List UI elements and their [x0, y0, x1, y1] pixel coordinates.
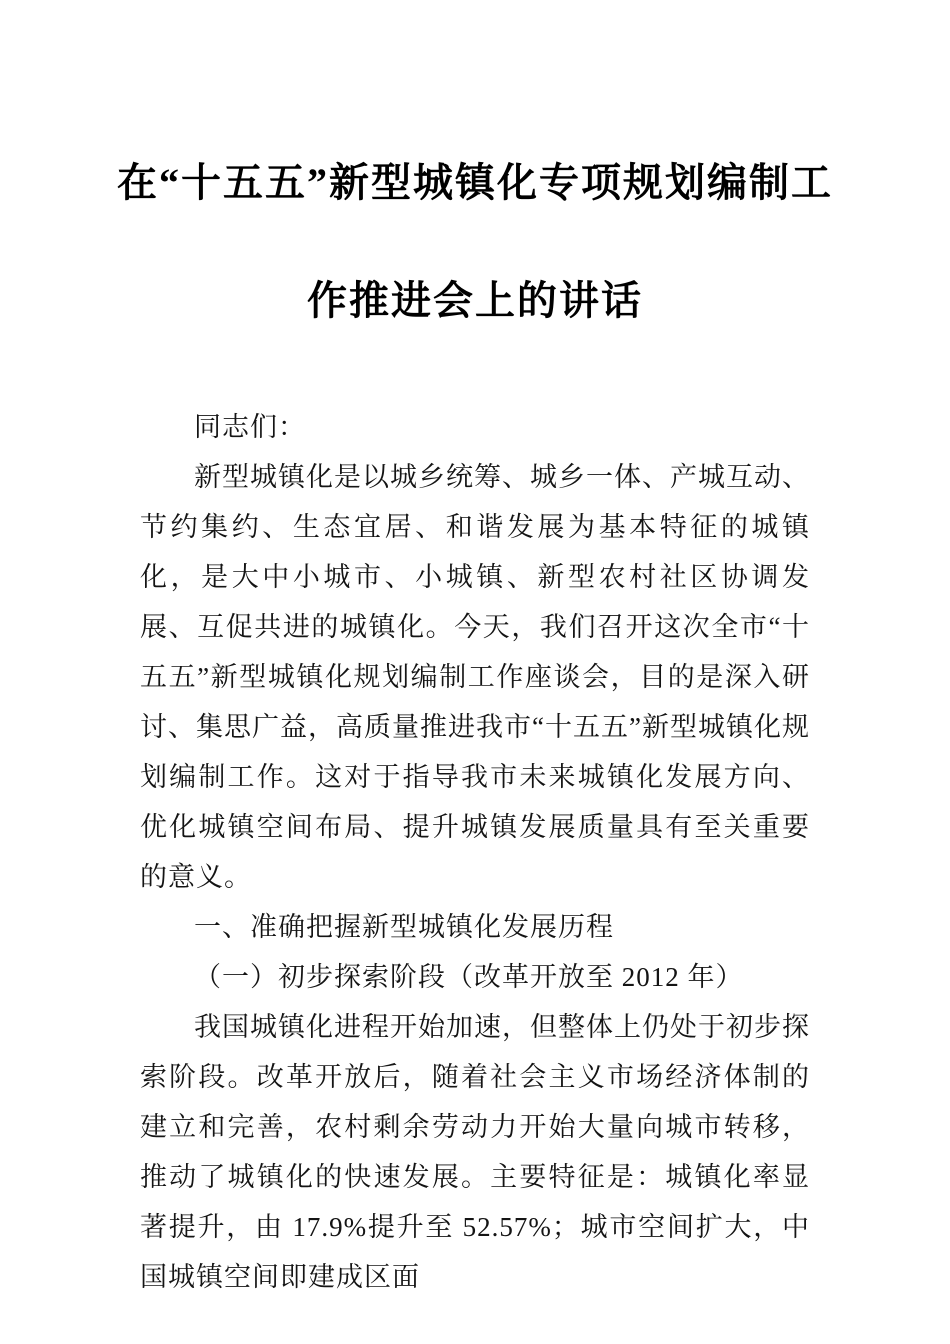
document-title-line-2: 作推进会上的讲话	[307, 278, 643, 323]
document-title-line-1: 在“十五五”新型城镇化专项规划编制工	[117, 160, 833, 205]
paragraph-introduction: 新型城镇化是以城乡统筹、城乡一体、产城互动、节约集约、生态宜居、和谐发展为基本特征的城镇化，是大中小城市、小城镇、新型农村社区协调发展、互促共进的城镇化。今天，我们召开这次全市“十五五”新型城镇化规划编制工作座谈会，目的是深入研讨、集思广益，高质量推进我市“十五五”新型城镇化规划编制工作。这对于指导我市未来城镇化发展方向、优化城镇空间布局、提升城镇发展质量具有至关重要的意义。	[140, 462, 810, 892]
paragraph-salutation: 同志们：	[194, 412, 306, 442]
document-body	[140, 402, 810, 1302]
heading-subsection-1-1: （一）初步探索阶段（改革开放至 2012 年）	[194, 962, 744, 992]
paragraph-stage-1-description: 我国城镇化进程开始加速，但整体上仍处于初步探索阶段。改革开放后，随着社会主义市场经济体制的建立和完善，农村剩余劳动力开始大量向城市转移，推动了城镇化的快速发展。主要特征是：城镇化率显著提升，由 17.9%提升至 52.57%；城市空间扩大，中国城镇空间即建成区面	[140, 1012, 810, 1292]
document-title	[80, 124, 870, 360]
heading-section-1: 一、准确把握新型城镇化发展历程	[194, 912, 614, 942]
